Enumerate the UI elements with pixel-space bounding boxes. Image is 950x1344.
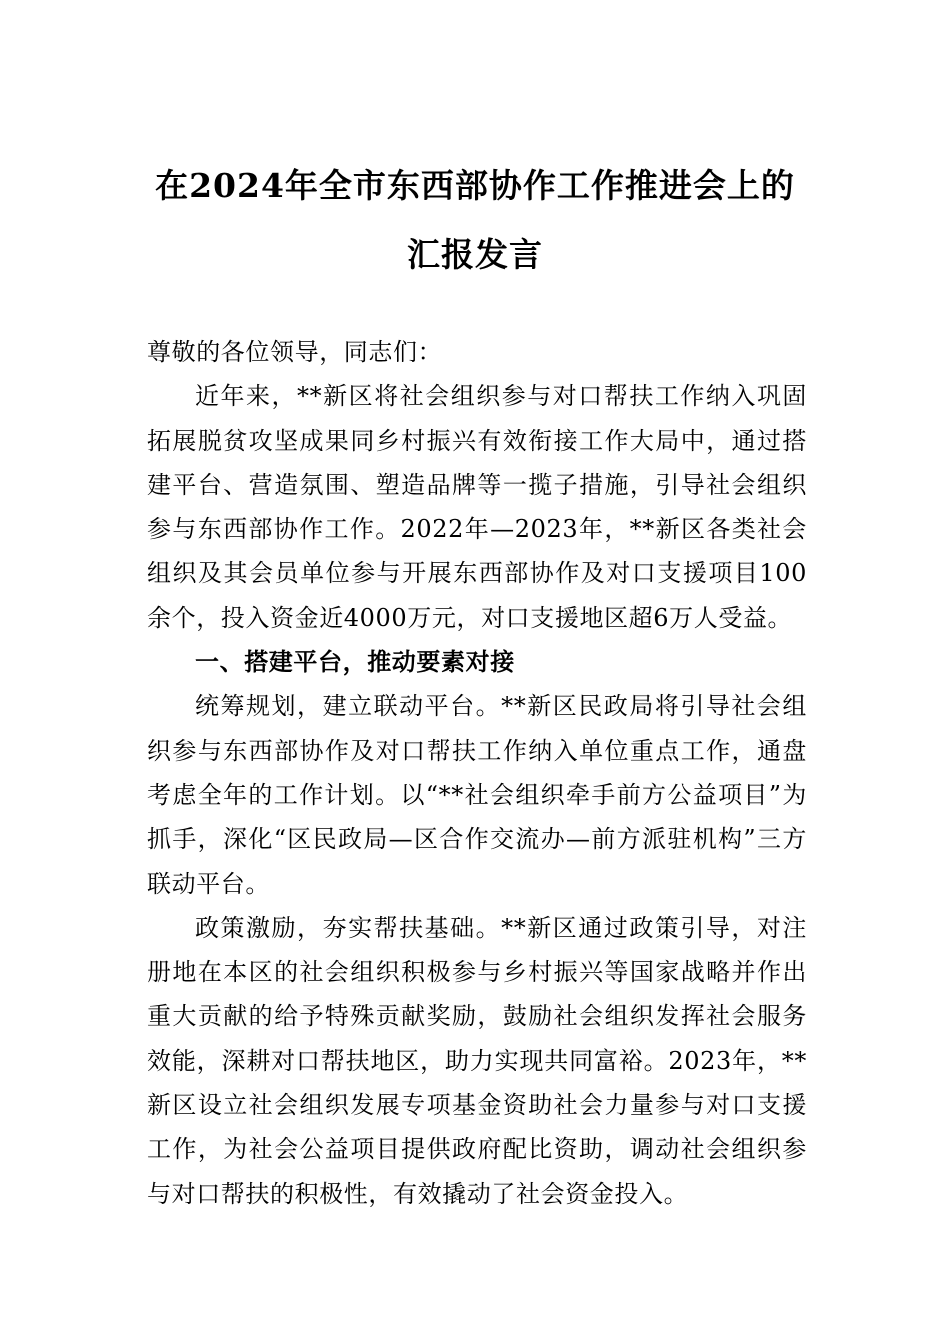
document-title-line-1: 在2024年全市东西部协作工作推进会上的: [155, 166, 795, 205]
intro-paragraph: 近年来，**新区将社会组织参与对口帮扶工作纳入巩固拓展脱贫攻坚成果同乡村振兴有效衔接工作大局中，通过搭建平台、营造氛围、塑造品牌等一揽子措施，引导社会组织参与东西部协作工作。2022年—2023年，**新区各类社会组织及其会员单位参与开展东西部协作及对口支援项目100余个，投入资金近4000万元，对口支援地区超6万人受益。: [147, 382, 807, 632]
salutation: 尊敬的各位领导，同志们：: [147, 338, 443, 366]
body-paragraph-1: 统筹规划，建立联动平台。**新区民政局将引导社会组织参与东西部协作及对口帮扶工作纳入单位重点工作，通盘考虑全年的工作计划。以“**社会组织牵手前方公益项目”为抓手，深化“区民政局—区合作交流办—前方派驻机构”三方联动平台。: [147, 692, 807, 898]
body-paragraph-2: 政策激励，夯实帮扶基础。**新区通过政策引导，对注册地在本区的社会组织积极参与乡村振兴等国家战略并作出重大贡献的给予特殊贡献奖励，鼓励社会组织发挥社会服务效能，深耕对口帮扶地区，助力实现共同富裕。2023年，**新区设立社会组织发展专项基金资助社会力量参与对口支援工作，为社会公益项目提供政府配比资助，调动社会组织参与对口帮扶的积极性，有效撬动了社会资金投入。: [147, 913, 807, 1208]
section-heading: 一、搭建平台，推动要素对接: [195, 648, 515, 677]
document-body: [147, 330, 807, 1216]
document-title-line-2: 汇报发言: [407, 235, 543, 274]
